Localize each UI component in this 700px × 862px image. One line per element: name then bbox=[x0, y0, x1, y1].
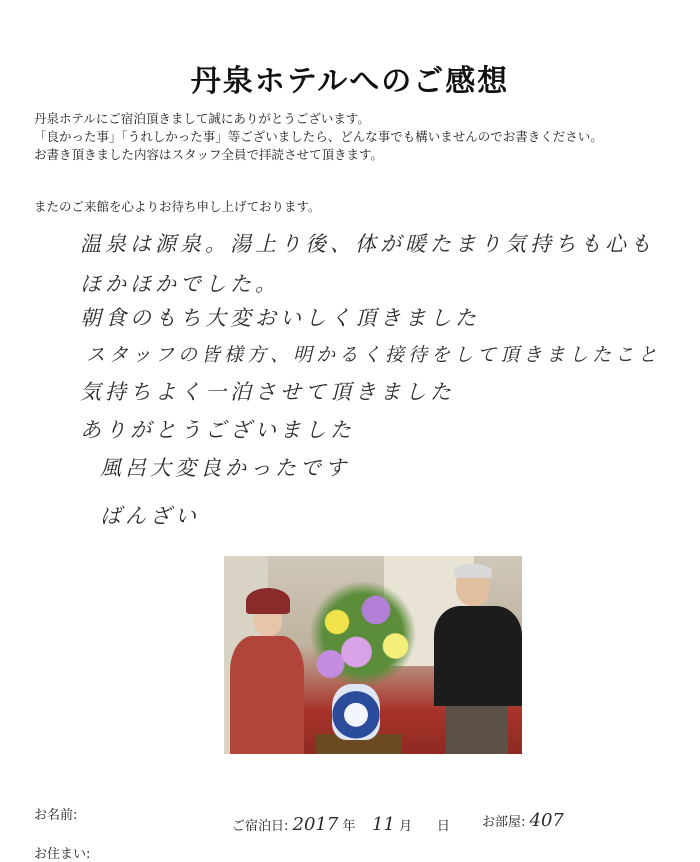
stay-day-label: 日 bbox=[436, 819, 450, 834]
man-hair bbox=[454, 564, 492, 578]
flower-arrangement bbox=[298, 574, 428, 694]
intro-line: 丹泉ホテルにご宿泊頂きまして誠にありがとうございます。 bbox=[34, 111, 370, 126]
form-title: 丹泉ホテルへのご感想 bbox=[190, 64, 510, 99]
stay-date bbox=[232, 814, 450, 835]
handwritten-line: 風呂大変良かったです bbox=[100, 456, 350, 480]
room-value: 407 bbox=[529, 810, 564, 831]
man-body bbox=[434, 606, 522, 706]
room-number bbox=[482, 810, 564, 831]
handwritten-line: スタッフの皆様方、明かるく接待をして頂きましたこと bbox=[86, 344, 662, 366]
woman-body bbox=[230, 636, 304, 754]
handwritten-line: 気持ちよく一泊させて頂きました bbox=[80, 380, 455, 404]
handwritten-line: ほかほかでした。 bbox=[80, 272, 280, 296]
name-label: お名前: bbox=[34, 808, 78, 823]
stay-year-value: 2017 bbox=[292, 814, 339, 835]
guest-photo bbox=[224, 556, 522, 754]
woman-hat bbox=[246, 588, 290, 614]
closing-text: またのご来館を心よりお待ち申し上げております。 bbox=[34, 199, 321, 214]
handwritten-line: 温泉は源泉。湯上り後、体が暖たまり気持ちも心も bbox=[80, 232, 655, 256]
intro-line: お書き頂きました内容はスタッフ全員で拝読させて頂きます。 bbox=[34, 147, 384, 162]
intro-line: 「良かった事」「うれしかった事」等ございましたら、どんな事でも構いませんのでお書きください。 bbox=[34, 129, 603, 144]
handwritten-line: 朝食のもち大変おいしく頂きました bbox=[80, 306, 480, 330]
intro-text bbox=[34, 110, 684, 164]
stay-month-value: 11 bbox=[372, 814, 395, 835]
handwritten-line: ばんざい bbox=[100, 504, 200, 528]
handwritten-line: ありがとうございました bbox=[80, 418, 355, 442]
flower-vase bbox=[332, 684, 380, 740]
stay-date-label: ご宿泊日: bbox=[232, 819, 289, 834]
guest-woman bbox=[224, 588, 306, 754]
stay-year-label: 年 bbox=[342, 819, 356, 834]
guest-man bbox=[430, 566, 522, 754]
stay-month-label: 月 bbox=[399, 819, 413, 834]
man-legs bbox=[446, 706, 508, 754]
room-label: お部屋: bbox=[482, 815, 526, 830]
address-label: お住まい: bbox=[34, 847, 91, 862]
